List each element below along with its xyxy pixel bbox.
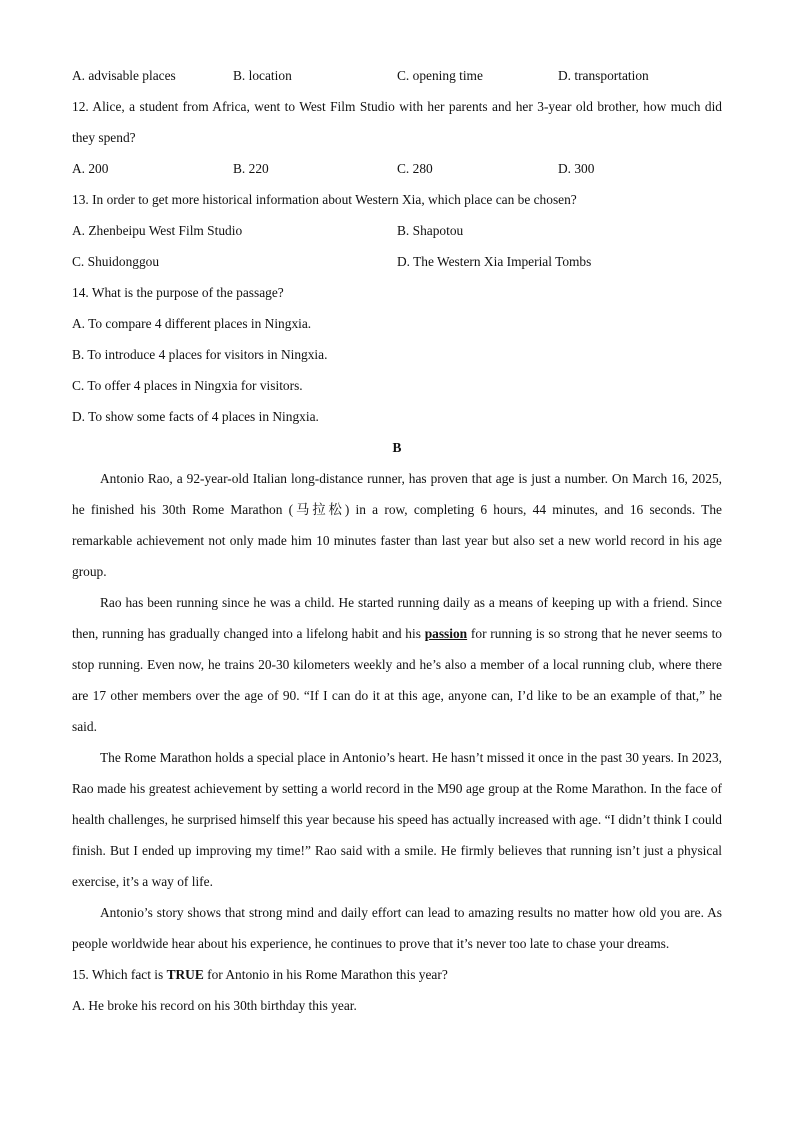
- q12-stem: 12. Alice, a student from Africa, went to West Film Studio with her parents and her 3-year old brother, how much did they spend?: [72, 99, 722, 145]
- q13-option-d: D. The Western Xia Imperial Tombs: [397, 254, 592, 269]
- q11-option-d: D. transportation: [558, 68, 649, 83]
- paragraph-2-text-before: Rao has been running since he was a child. He started running daily as a means of keeping up with a friend. Since then, running has gradually changed into a lifelong habit and his: [72, 595, 722, 641]
- passage-paragraph-3: The Rome Marathon holds a special place in Antonio’s heart. He hasn’t missed it once in the past 30 years. In 2023, Rao made his greatest achievement by setting a world record in the M90 age group at the Rome Marathon. In the face of health challenges, he surprised himself this year because his speed has actually increased with age. “I didn’t think I could finish. But I ended up improving my time!” Rao said with a smile. He firmly believes that running isn’t just a physical exercise, it’s a way of life.: [72, 750, 722, 889]
- passage-paragraph-1: Antonio Rao, a 92-year-old Italian long-distance runner, has proven that age is just a number. On March 16, 2025, he finished his 30th Rome Marathon (马拉松) in a row, completing 6 hours, 44 minutes, and 16 seconds. The remarkable achievement not only made him 10 minutes faster than last year but also set a new world record in his age group.: [72, 471, 722, 579]
- q15-stem-before: 15. Which fact is: [72, 967, 167, 982]
- keyword-passion: passion: [424, 626, 468, 641]
- q13-option-b: B. Shapotou: [397, 223, 464, 238]
- q11-options: [72, 60, 722, 91]
- q15-stem-after: for Antonio in his Rome Marathon this year?: [203, 967, 448, 982]
- q13-stem: 13. In order to get more historical information about Western Xia, which place can be chosen?: [72, 192, 577, 207]
- passage-paragraph-2: [72, 587, 722, 742]
- q13-option-a: A. Zhenbeipu West Film Studio: [72, 223, 243, 238]
- section-b-title: B: [392, 440, 402, 455]
- q12-option-b: B. 220: [233, 161, 269, 176]
- q11-option-b: B. location: [233, 68, 292, 83]
- q13-options-row2: [72, 246, 722, 277]
- q12-option-a: A. 200: [72, 161, 109, 176]
- q14-option-d: D. To show some facts of 4 places in Ningxia.: [72, 409, 319, 424]
- passage-paragraph-4: Antonio’s story shows that strong mind and daily effort can lead to amazing results no matter how old you are. As people worldwide hear about his experience, he continues to prove that it’s never too late to chase your dreams.: [72, 905, 722, 951]
- q11-option-c: C. opening time: [397, 68, 483, 83]
- q14-option-b: B. To introduce 4 places for visitors in Ningxia.: [72, 347, 328, 362]
- exam-page: [72, 60, 722, 1021]
- q15-stem-keyword: TRUE: [166, 967, 204, 982]
- q11-option-a: A. advisable places: [72, 68, 176, 83]
- q14-stem: 14. What is the purpose of the passage?: [72, 285, 284, 300]
- q14-option-a: A. To compare 4 different places in Ningxia.: [72, 316, 312, 331]
- q15-option-a: A. He broke his record on his 30th birthday this year.: [72, 998, 357, 1013]
- q12-options: [72, 153, 722, 184]
- q13-option-c: C. Shuidonggou: [72, 254, 160, 269]
- q12-option-d: D. 300: [558, 161, 595, 176]
- q14-option-c: C. To offer 4 places in Ningxia for visitors.: [72, 378, 303, 393]
- q12-option-c: C. 280: [397, 161, 433, 176]
- paragraph-2-text-after: for running is so strong that he never seems to stop running. Even now, he trains 20-30 kilometers weekly and he’s also a member of a local running club, where there are 17 other members over the age of 90. “If I can do it at this age, anyone can, I’d like to be an example of that,” he said.: [72, 626, 723, 734]
- q15-stem: [72, 959, 722, 990]
- q13-options-row1: [72, 215, 722, 246]
